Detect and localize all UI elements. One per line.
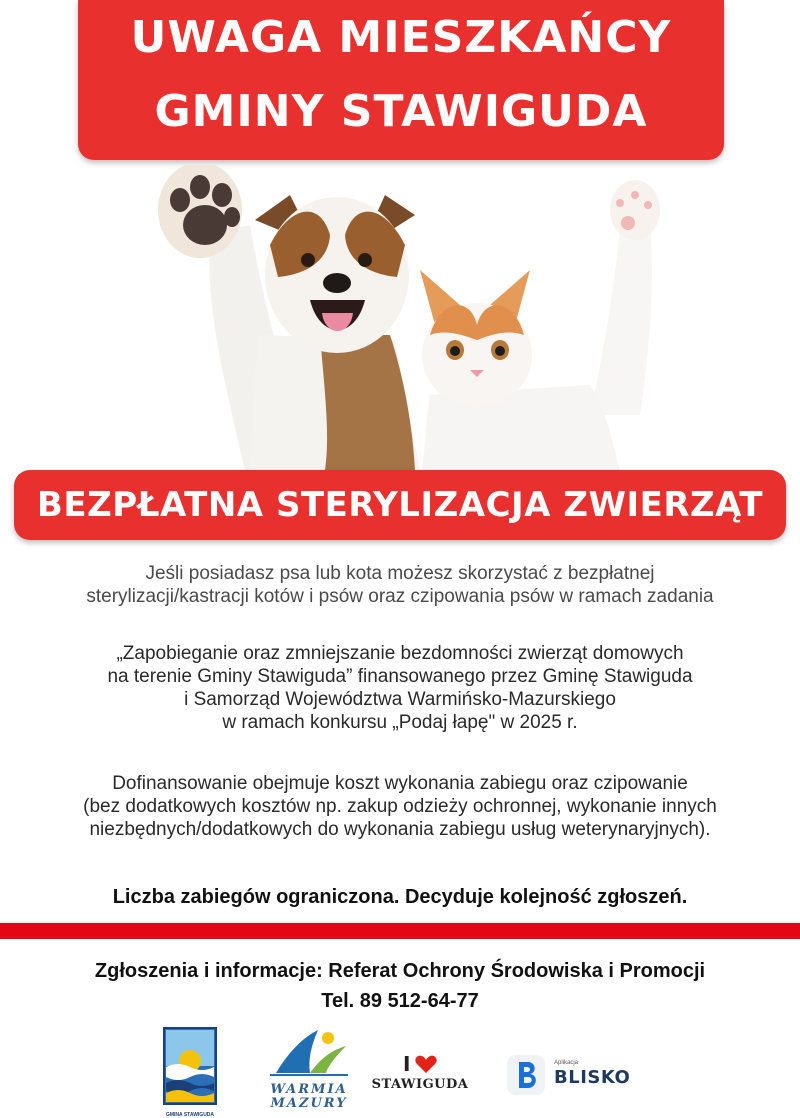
warmia-logo-line-1: WARMIA — [270, 1082, 348, 1097]
gmina-stawiguda-logo — [163, 1027, 217, 1118]
blisko-small-label: Aplikacja — [554, 1060, 579, 1066]
program-line: w ramach konkursu „Podaj łapę" w 2025 r. — [222, 712, 578, 733]
gmina-logo-caption: GMINA STAWIGUDA — [165, 1112, 215, 1118]
program-line: na terenie Gminy Stawiguda” finansowanego przez Gminę Stawiguda — [107, 666, 693, 687]
header-banner — [78, 0, 724, 160]
blisko-app-logo — [506, 1052, 630, 1098]
intro-line: sterylizacji/kastracji kotów i psów oraz czipowania psów w ramach zadania — [86, 586, 714, 607]
funding-line: Dofinansowanie obejmuje koszt wykonania zabiegu oraz czipowanie — [112, 773, 688, 794]
funding-line: (bez dodatkowych kosztów np. zakup odzieży ochronnej, wykonanie innych — [83, 796, 717, 817]
contact-phone: Tel. 89 512-64-77 — [321, 990, 479, 1012]
header-line-1: UWAGA MIESZKAŃCY — [130, 12, 672, 63]
free-sterilization-banner: BEZPŁATNA STERYLIZACJA ZWIERZĄT — [14, 470, 786, 540]
program-paragraph — [0, 642, 800, 734]
i-love-place: STAWIGUDA — [371, 1077, 469, 1092]
blisko-b-icon — [506, 1054, 546, 1096]
i-love-row — [370, 1054, 470, 1077]
limited-notice: Liczba zabiegów ograniczona. Decyduje kolejność zgłoszeń. — [112, 886, 688, 908]
warmia-mazury-sail-icon — [266, 1028, 352, 1078]
header-line-2: GMINY STAWIGUDA — [154, 86, 648, 137]
gmina-crest-icon — [163, 1027, 217, 1105]
heart-icon — [415, 1054, 437, 1074]
program-line: i Samorząd Województwa Warmińsko-Mazurskiego — [184, 689, 616, 710]
i-love-stawiguda-logo — [370, 1054, 470, 1094]
program-line: „Zapobieganie oraz zmniejszanie bezdomności zwierząt domowych — [116, 643, 684, 664]
contact-info: Zgłoszenia i informacje: Referat Ochrony Środowiska i Promocji — [94, 960, 706, 982]
intro-line: Jeśli posiadasz psa lub kota możesz skorzystać z bezpłatnej — [145, 563, 655, 584]
intro-paragraph — [0, 562, 800, 608]
i-letter: I — [403, 1052, 411, 1076]
funding-paragraph — [0, 772, 800, 841]
funding-line: niezbędnych/dodatkowych do wykonania zabiegu usług weterynaryjnych). — [89, 819, 711, 840]
warmia-mazury-logo — [266, 1028, 352, 1114]
dog-and-cat-illustration — [150, 165, 710, 470]
warmia-logo-line-2: MAZURY — [270, 1096, 348, 1111]
blisko-name: BLISKO — [554, 1067, 631, 1088]
red-divider — [0, 923, 800, 939]
